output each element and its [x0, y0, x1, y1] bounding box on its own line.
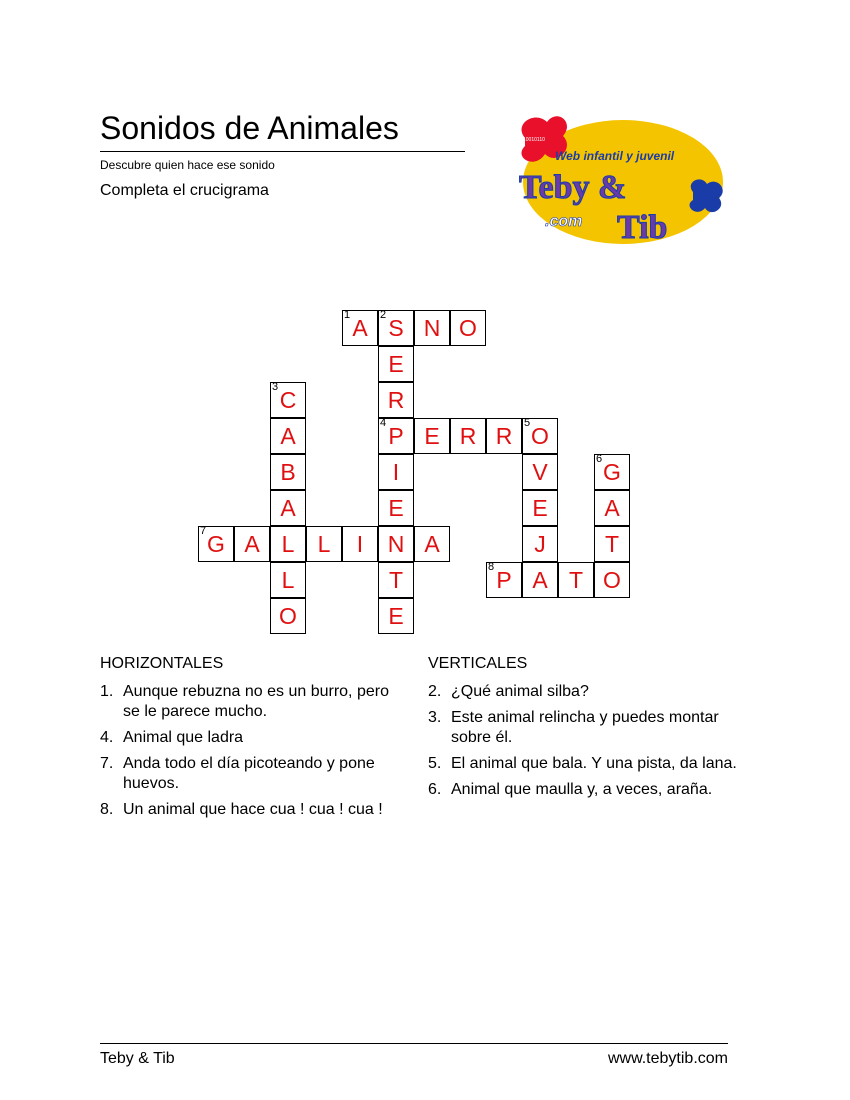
- crossword-cell[interactable]: [378, 418, 414, 454]
- clue-item-number: 8.: [100, 801, 114, 818]
- clue-item-number: 2.: [428, 683, 442, 700]
- clue-item-number: 6.: [428, 781, 442, 798]
- cell-letter: A: [604, 494, 620, 521]
- cell-letter: I: [356, 530, 364, 557]
- crossword-cell[interactable]: [270, 490, 306, 526]
- crossword-cell[interactable]: [522, 526, 558, 562]
- crossword-cell[interactable]: [594, 490, 630, 526]
- crossword-cell[interactable]: [522, 454, 558, 490]
- logo-binary: 10010110: [523, 137, 545, 143]
- down-heading: VERTICALES: [428, 655, 528, 672]
- crossword-cell[interactable]: [378, 526, 414, 562]
- clue-item-text: Animal que maulla y, a veces, araña.: [451, 781, 713, 798]
- clue-item-number: 7.: [100, 755, 114, 772]
- crossword-cell[interactable]: [414, 526, 450, 562]
- clue-item: [428, 780, 738, 800]
- crossword-cell[interactable]: [378, 562, 414, 598]
- clue-number: 8: [488, 561, 495, 573]
- crossword-cell[interactable]: [378, 346, 414, 382]
- logo-suffix: .com: [545, 213, 583, 230]
- page-title: Sonidos de Animales: [100, 110, 399, 146]
- clue-number: 4: [380, 417, 387, 429]
- cell-letter: B: [280, 458, 296, 485]
- cell-letter: O: [603, 566, 621, 593]
- crossword-cell[interactable]: [414, 310, 450, 346]
- down-clue-list: [428, 682, 738, 806]
- cell-letter: V: [532, 458, 548, 485]
- clue-number: 1: [344, 309, 351, 321]
- cell-letter: R: [459, 422, 477, 449]
- clue-item-number: 1.: [100, 683, 114, 700]
- crossword-cell[interactable]: [342, 526, 378, 562]
- clue-item: [100, 800, 390, 820]
- logo-name-line2: Tib: [617, 209, 668, 246]
- crossword-cell[interactable]: [270, 526, 306, 562]
- cell-letter: G: [603, 458, 621, 485]
- clue-item: [428, 708, 738, 748]
- cell-letter: S: [388, 314, 404, 341]
- crossword-cell[interactable]: [378, 490, 414, 526]
- cell-letter: G: [207, 530, 225, 557]
- crossword-cell[interactable]: [378, 382, 414, 418]
- clue-item-text: Anda todo el día picoteando y pone huevos.: [123, 755, 375, 792]
- crossword-cell[interactable]: [594, 526, 630, 562]
- crossword-cell[interactable]: [414, 418, 450, 454]
- logo-blue-splash: [690, 179, 723, 212]
- crossword-cell[interactable]: [450, 418, 486, 454]
- cell-letter: L: [317, 530, 331, 557]
- clue-item-text: Aunque rebuzna no es un burro, pero se le parece mucho.: [123, 683, 389, 720]
- across-clue-list: [100, 682, 390, 826]
- crossword-cell[interactable]: [306, 526, 342, 562]
- crossword-cell[interactable]: [486, 562, 522, 598]
- cell-letter: I: [392, 458, 400, 485]
- cell-letter: T: [568, 566, 584, 593]
- crossword-cell[interactable]: [594, 562, 630, 598]
- cell-letter: O: [531, 422, 549, 449]
- crossword-cell[interactable]: [522, 562, 558, 598]
- crossword-cell[interactable]: [594, 454, 630, 490]
- clue-item-number: 3.: [428, 709, 442, 726]
- cell-letter: C: [279, 386, 297, 413]
- clue-item: [428, 682, 738, 702]
- clue-item-text: ¿Qué animal silba?: [451, 683, 589, 700]
- crossword-cell[interactable]: [270, 598, 306, 634]
- footer-url[interactable]: www.tebytib.com: [607, 1050, 728, 1067]
- cell-letter: R: [495, 422, 513, 449]
- cell-letter: J: [534, 530, 546, 557]
- clue-item-text: Animal que ladra: [123, 729, 244, 746]
- clue-item-number: 4.: [100, 729, 114, 746]
- crossword-cell[interactable]: [378, 454, 414, 490]
- crossword-cell[interactable]: [270, 382, 306, 418]
- crossword-cell[interactable]: [558, 562, 594, 598]
- crossword-cell[interactable]: [270, 454, 306, 490]
- cell-letter: T: [604, 530, 620, 557]
- clue-item-number: 5.: [428, 755, 442, 772]
- clue-item: [100, 728, 390, 748]
- cell-letter: E: [388, 350, 404, 377]
- clue-item-text: El animal que bala. Y una pista, da lana.: [451, 755, 737, 772]
- crossword-cell[interactable]: [342, 310, 378, 346]
- page-subtitle: Descubre quien hace ese sonido: [100, 158, 275, 172]
- clue-item-text: Un animal que hace cua ! cua ! cua !: [123, 801, 383, 818]
- clue-number: 6: [596, 453, 603, 465]
- cell-letter: N: [387, 530, 405, 557]
- clue-item: [100, 682, 390, 722]
- clue-number: 2: [380, 309, 387, 321]
- logo-name-line1: Teby &: [519, 169, 627, 206]
- clue-number: 3: [272, 381, 279, 393]
- clue-number: 5: [524, 417, 531, 429]
- crossword-cell[interactable]: [450, 310, 486, 346]
- cell-letter: E: [388, 494, 404, 521]
- crossword-cell[interactable]: [198, 526, 234, 562]
- crossword-cell[interactable]: [270, 562, 306, 598]
- cell-letter: L: [281, 530, 295, 557]
- crossword-cell[interactable]: [270, 418, 306, 454]
- instruction-text: Completa el crucigrama: [100, 182, 269, 199]
- logo-tagline: Web infantil y juvenil: [555, 149, 675, 163]
- cell-letter: A: [244, 530, 260, 557]
- crossword-cell[interactable]: [234, 526, 270, 562]
- cell-letter: R: [387, 386, 405, 413]
- cell-letter: A: [352, 314, 368, 341]
- clue-number: 7: [200, 525, 207, 537]
- footer-divider: [100, 1043, 728, 1044]
- crossword-cell[interactable]: [522, 418, 558, 454]
- crossword-cell[interactable]: [378, 310, 414, 346]
- cell-letter: E: [532, 494, 548, 521]
- cell-letter: A: [424, 530, 440, 557]
- cell-letter: P: [496, 566, 512, 593]
- cell-letter: A: [532, 566, 548, 593]
- cell-letter: O: [279, 602, 297, 629]
- cell-letter: E: [424, 422, 440, 449]
- clue-item: [428, 754, 738, 774]
- clue-item: [100, 754, 390, 794]
- title-divider: [100, 151, 465, 152]
- footer-brand: Teby & Tib: [100, 1050, 175, 1067]
- crossword-cell[interactable]: [486, 418, 522, 454]
- crossword-cell[interactable]: [522, 490, 558, 526]
- cell-letter: A: [280, 494, 296, 521]
- cell-letter: A: [280, 422, 296, 449]
- cell-letter: O: [459, 314, 477, 341]
- cell-letter: P: [388, 422, 404, 449]
- cell-letter: T: [388, 566, 404, 593]
- teby-tib-logo[interactable]: [505, 108, 735, 248]
- crossword-cell[interactable]: [378, 598, 414, 634]
- cell-letter: N: [423, 314, 441, 341]
- across-heading: HORIZONTALES: [100, 655, 224, 672]
- clue-item-text: Este animal relincha y puedes montar sobre él.: [451, 709, 719, 746]
- cell-letter: L: [281, 566, 295, 593]
- cell-letter: E: [388, 602, 404, 629]
